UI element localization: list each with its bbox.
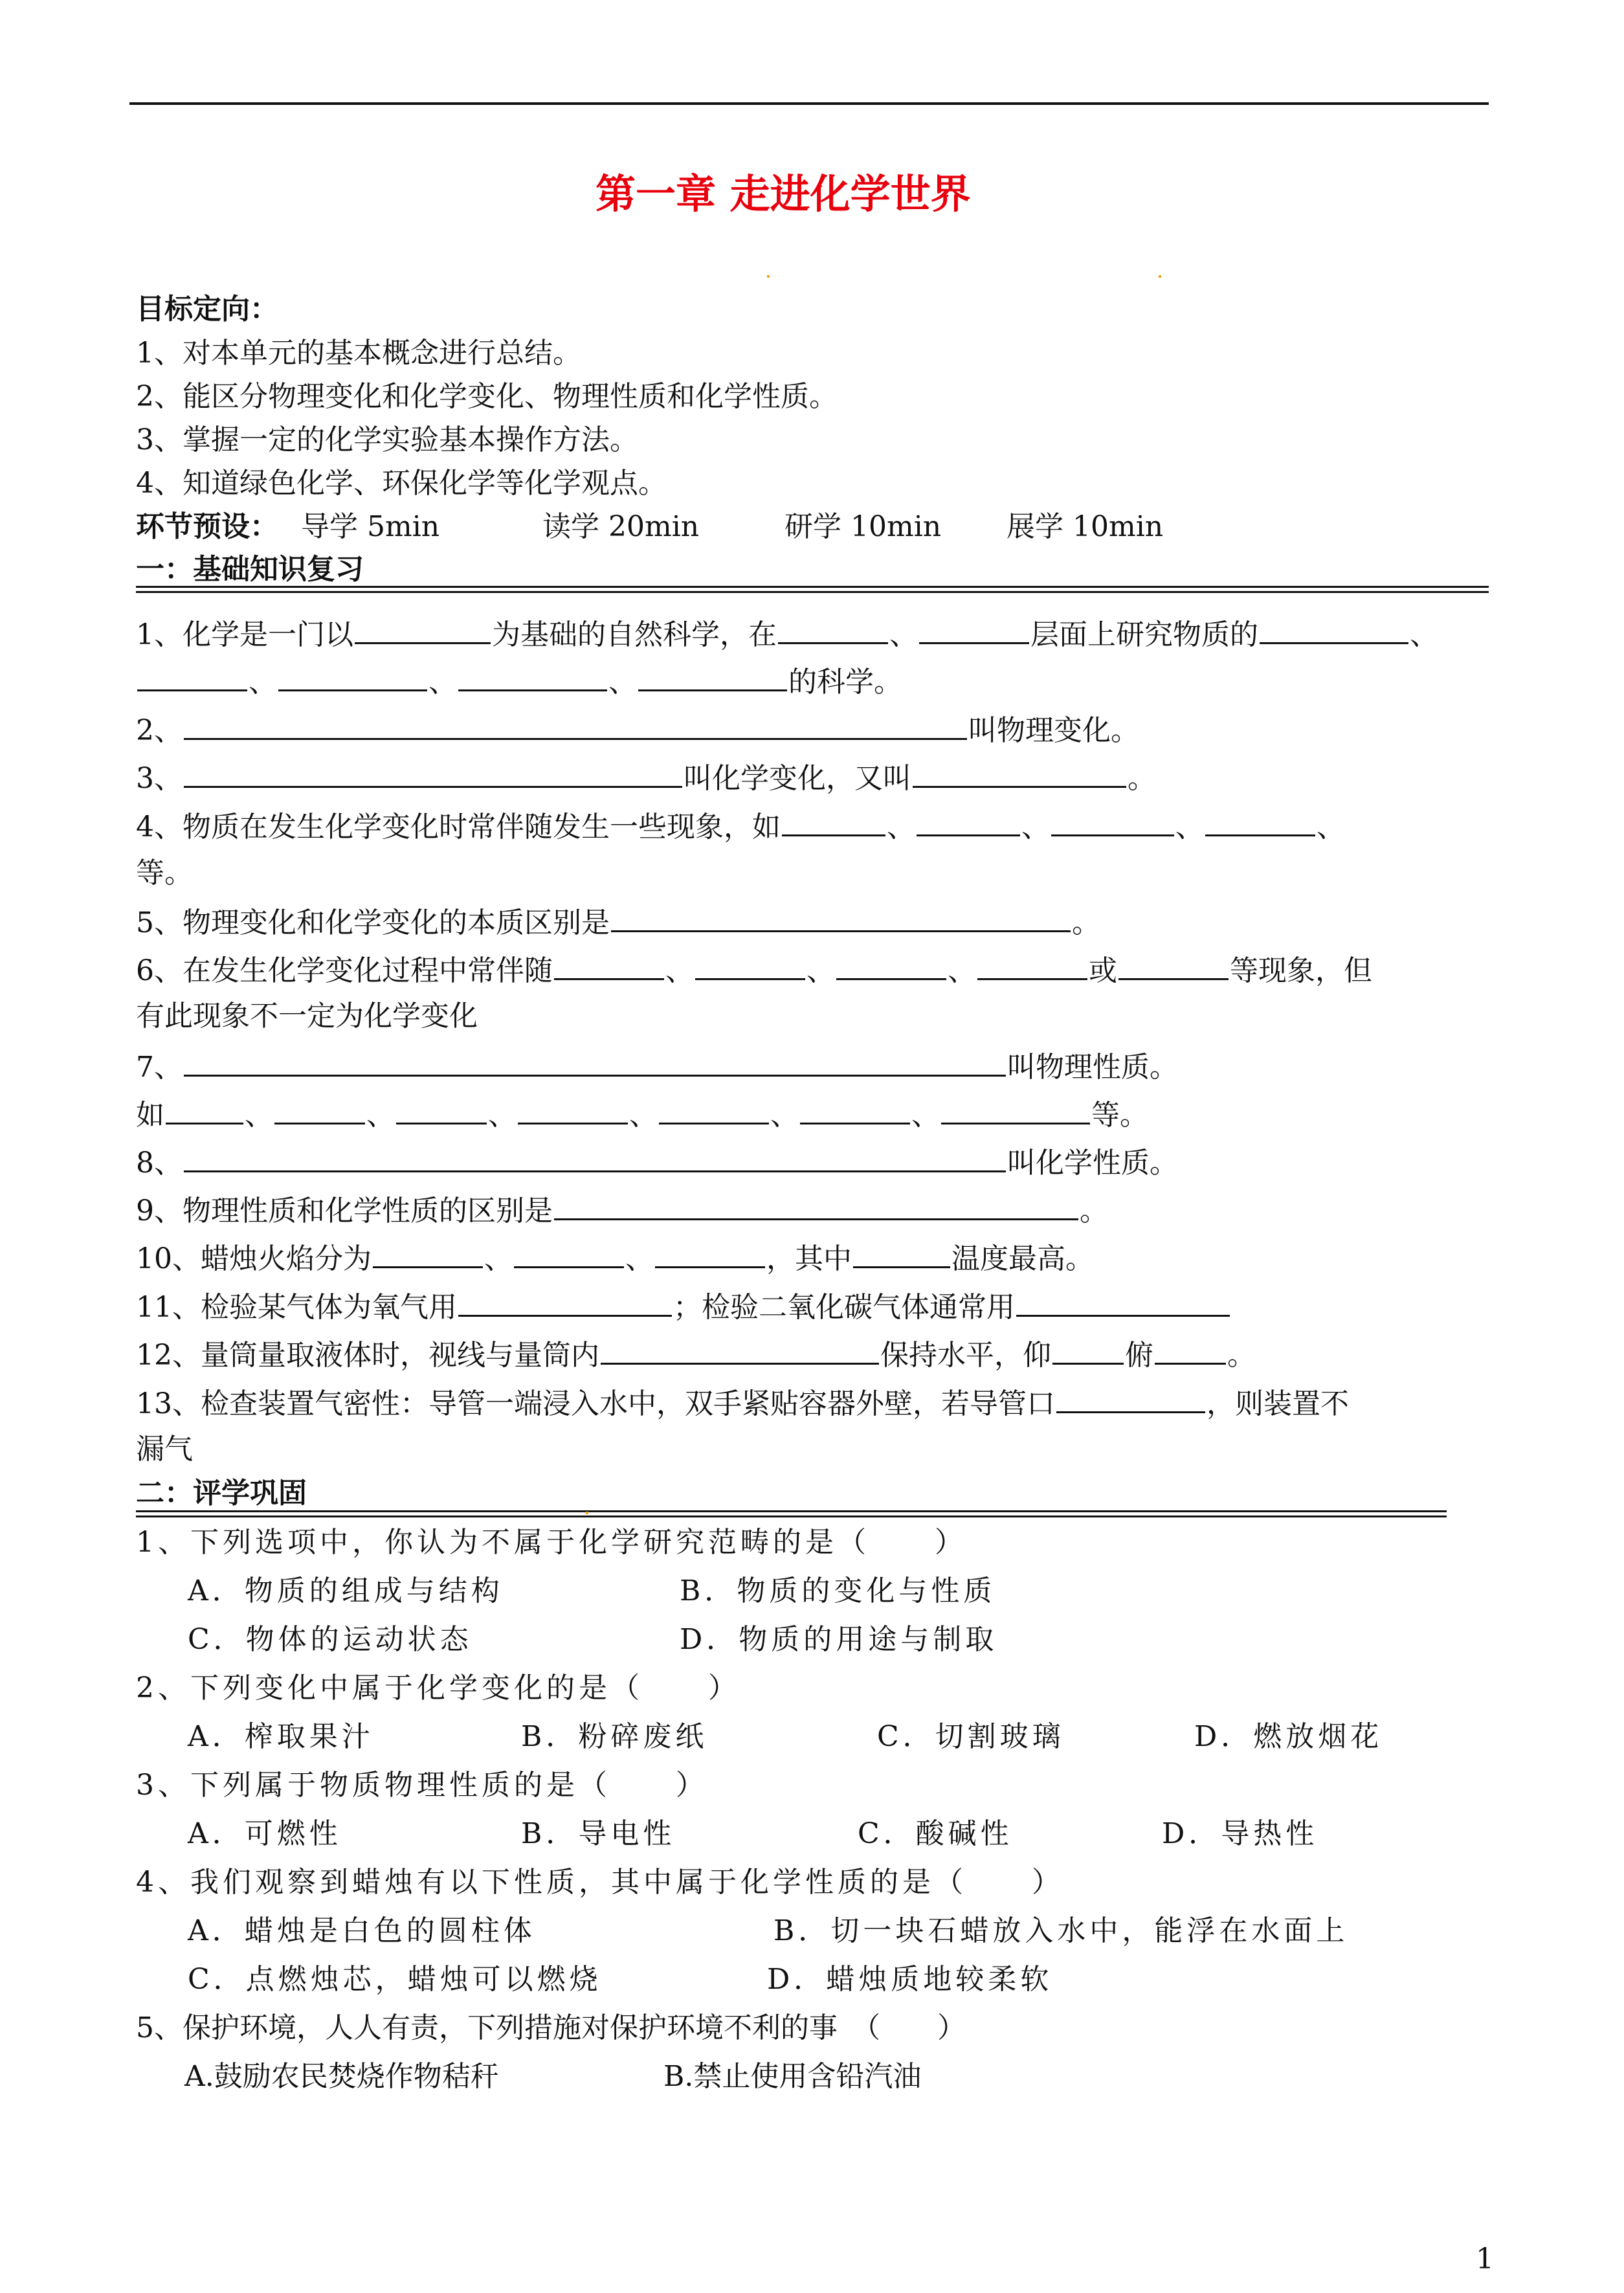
decor-dot	[586, 1512, 588, 1514]
blank[interactable]	[184, 1046, 1006, 1077]
schedule-part: 读学 20min	[542, 510, 700, 543]
mc-option[interactable]: B．导电性	[521, 1817, 676, 1850]
schedule-part: 导学 5min	[301, 510, 440, 543]
mc-option[interactable]: A．蜡烛是白色的圆柱体	[188, 1914, 536, 1947]
goal-item: 2、能区分物理变化和化学变化、物理性质和化学性质。	[136, 380, 838, 413]
blank[interactable]	[800, 1094, 910, 1124]
section1-heading: 一：基础知识复习	[136, 553, 364, 586]
blank[interactable]	[184, 1142, 1006, 1172]
blank[interactable]	[659, 1094, 769, 1124]
blank[interactable]	[1260, 614, 1408, 644]
question-7: 7、 叫物理性质。	[136, 1046, 1178, 1087]
mc-option[interactable]: B.禁止使用含铅汽油	[663, 2060, 922, 2093]
blank[interactable]	[1016, 1286, 1230, 1317]
mc-option[interactable]: D．导热性	[1162, 1817, 1318, 1850]
blank[interactable]	[853, 1238, 950, 1268]
goal-item: 4、知道绿色化学、环保化学等化学观点。	[136, 467, 667, 500]
mc-option[interactable]: B．物质的变化与性质	[680, 1574, 996, 1607]
blank[interactable]	[1052, 1334, 1124, 1365]
decor-dot	[767, 275, 770, 278]
section2-rule	[136, 1516, 1447, 1517]
mc-option[interactable]: C．酸碱性	[858, 1817, 1013, 1850]
blank[interactable]	[1118, 950, 1229, 980]
mc-option[interactable]: B．切一块石蜡放入水中，能浮在水面上	[773, 1914, 1349, 1947]
blank[interactable]	[655, 1238, 765, 1268]
question-3: 3、 叫化学变化，又叫 。	[136, 757, 1156, 798]
blank[interactable]	[778, 614, 888, 644]
goal-item: 1、对本单元的基本概念进行总结。	[136, 337, 581, 370]
section2-rule	[136, 1510, 1447, 1512]
section1-rule	[136, 586, 1489, 588]
blank[interactable]	[977, 950, 1087, 980]
question-12: 12、量筒量取液体时，视线与量筒内 保持水平，仰 俯 。	[136, 1334, 1256, 1375]
question-1: 1、化学是一门以 为基础的自然科学，在 、 层面上研究物质的 、	[136, 614, 1438, 654]
section2-heading: 二：评学巩固	[136, 1477, 307, 1510]
question-9: 9、物理性质和化学性质的区别是 。	[136, 1190, 1108, 1231]
blank[interactable]	[355, 614, 491, 644]
blank[interactable]	[554, 1190, 1078, 1220]
mc-option[interactable]: C．切割玻璃	[877, 1720, 1065, 1753]
mc-option[interactable]: C．物体的运动状态	[188, 1623, 473, 1656]
mc-option[interactable]: D．物质的用途与制取	[680, 1623, 998, 1656]
question-1-line2: 、 、 、 的科学。	[136, 661, 902, 702]
question-8: 8、 叫化学性质。	[136, 1142, 1178, 1183]
blank[interactable]	[1056, 1383, 1205, 1413]
goals-heading: 目标定向：	[136, 293, 278, 326]
blank[interactable]	[919, 614, 1029, 644]
blank[interactable]	[137, 661, 247, 691]
blank[interactable]	[518, 1094, 628, 1124]
question-4: 4、物质在发生化学变化时常伴随发生一些现象，如 、 、 、 、	[136, 806, 1345, 847]
mc-option[interactable]: B．粉碎废纸	[521, 1720, 708, 1753]
blank[interactable]	[458, 661, 607, 691]
blank[interactable]	[1051, 806, 1174, 836]
schedule-part: 研学 10min	[784, 510, 942, 543]
question-13: 13、检查装置气密性：导管一端浸入水中，双手紧贴容器外壁，若导管口 ，则装置不	[136, 1383, 1349, 1424]
question-5: 5、物理变化和化学变化的本质区别是 。	[136, 902, 1100, 943]
blank[interactable]	[554, 950, 664, 980]
blank[interactable]	[695, 950, 805, 980]
blank[interactable]	[782, 806, 885, 836]
mc-question-stem: 2、下列变化中属于化学变化的是（ ）	[136, 1672, 740, 1705]
page-title: 第一章 走进化学世界	[595, 170, 971, 218]
page-number: 1	[1476, 2243, 1494, 2276]
decor-dot	[1159, 275, 1161, 278]
mc-option[interactable]: A．可燃性	[188, 1817, 342, 1850]
mc-question-stem: 1、下列选项中，你认为不属于化学研究范畴的是（ ）	[136, 1526, 967, 1559]
blank[interactable]	[458, 1286, 672, 1317]
blank[interactable]	[184, 710, 967, 740]
mc-option[interactable]: C．点燃烛芯，蜡烛可以燃烧	[188, 1963, 602, 1996]
blank[interactable]	[166, 1094, 243, 1124]
blank[interactable]	[638, 661, 787, 691]
blank[interactable]	[1205, 806, 1315, 836]
blank[interactable]	[917, 806, 1020, 836]
mc-option[interactable]: A．物质的组成与结构	[188, 1574, 504, 1607]
blank[interactable]	[274, 1094, 365, 1124]
mc-option[interactable]: D．蜡烛质地较柔软	[767, 1963, 1053, 1996]
blank[interactable]	[278, 661, 427, 691]
question-13-line2: 漏气	[136, 1433, 193, 1466]
blank[interactable]	[1155, 1334, 1226, 1365]
blank[interactable]	[396, 1094, 487, 1124]
question-10: 10、蜡烛火焰分为 、 、 ，其中 温度最高。	[136, 1238, 1094, 1279]
blank[interactable]	[836, 950, 946, 980]
blank[interactable]	[913, 757, 1126, 788]
blank[interactable]	[373, 1238, 483, 1268]
goal-item: 3、掌握一定的化学实验基本操作方法。	[136, 423, 638, 456]
question-2: 2、 叫物理变化。	[136, 710, 1139, 750]
mc-question-stem: 3、下列属于物质物理性质的是（ ）	[136, 1769, 708, 1802]
mc-question-stem: 5、保护环境，人人有责，下列措施对保护环境不利的事 （ ）	[136, 2011, 966, 2044]
blank[interactable]	[601, 1334, 879, 1365]
schedule-label: 环节预设：	[136, 510, 278, 543]
mc-option[interactable]: A．榨取果汁	[188, 1720, 374, 1753]
mc-option[interactable]: D．燃放烟花	[1194, 1720, 1383, 1753]
question-7-line2: 如 、 、 、 、 、 、 等。	[136, 1094, 1148, 1135]
question-6-line2: 有此现象不一定为化学变化	[136, 1000, 478, 1033]
mc-question-stem: 4、我们观察到蜡烛有以下性质，其中属于化学性质的是（ ）	[136, 1866, 1064, 1899]
blank[interactable]	[184, 757, 682, 788]
blank[interactable]	[941, 1094, 1090, 1124]
mc-option[interactable]: A.鼓励农民焚烧作物秸秆	[184, 2060, 499, 2093]
question-6: 6、在发生化学变化过程中常伴随 、 、 、 或 等现象，但	[136, 950, 1372, 990]
question-4-line2: 等。	[136, 856, 193, 889]
schedule-part: 展学 10min	[1007, 510, 1164, 543]
blank[interactable]	[514, 1238, 624, 1268]
header-rule	[129, 102, 1489, 105]
section1-rule	[136, 591, 1489, 593]
question-11: 11、检验某气体为氧气用 ；检验二氧化碳气体通常用	[136, 1286, 1231, 1327]
blank[interactable]	[611, 902, 1071, 932]
